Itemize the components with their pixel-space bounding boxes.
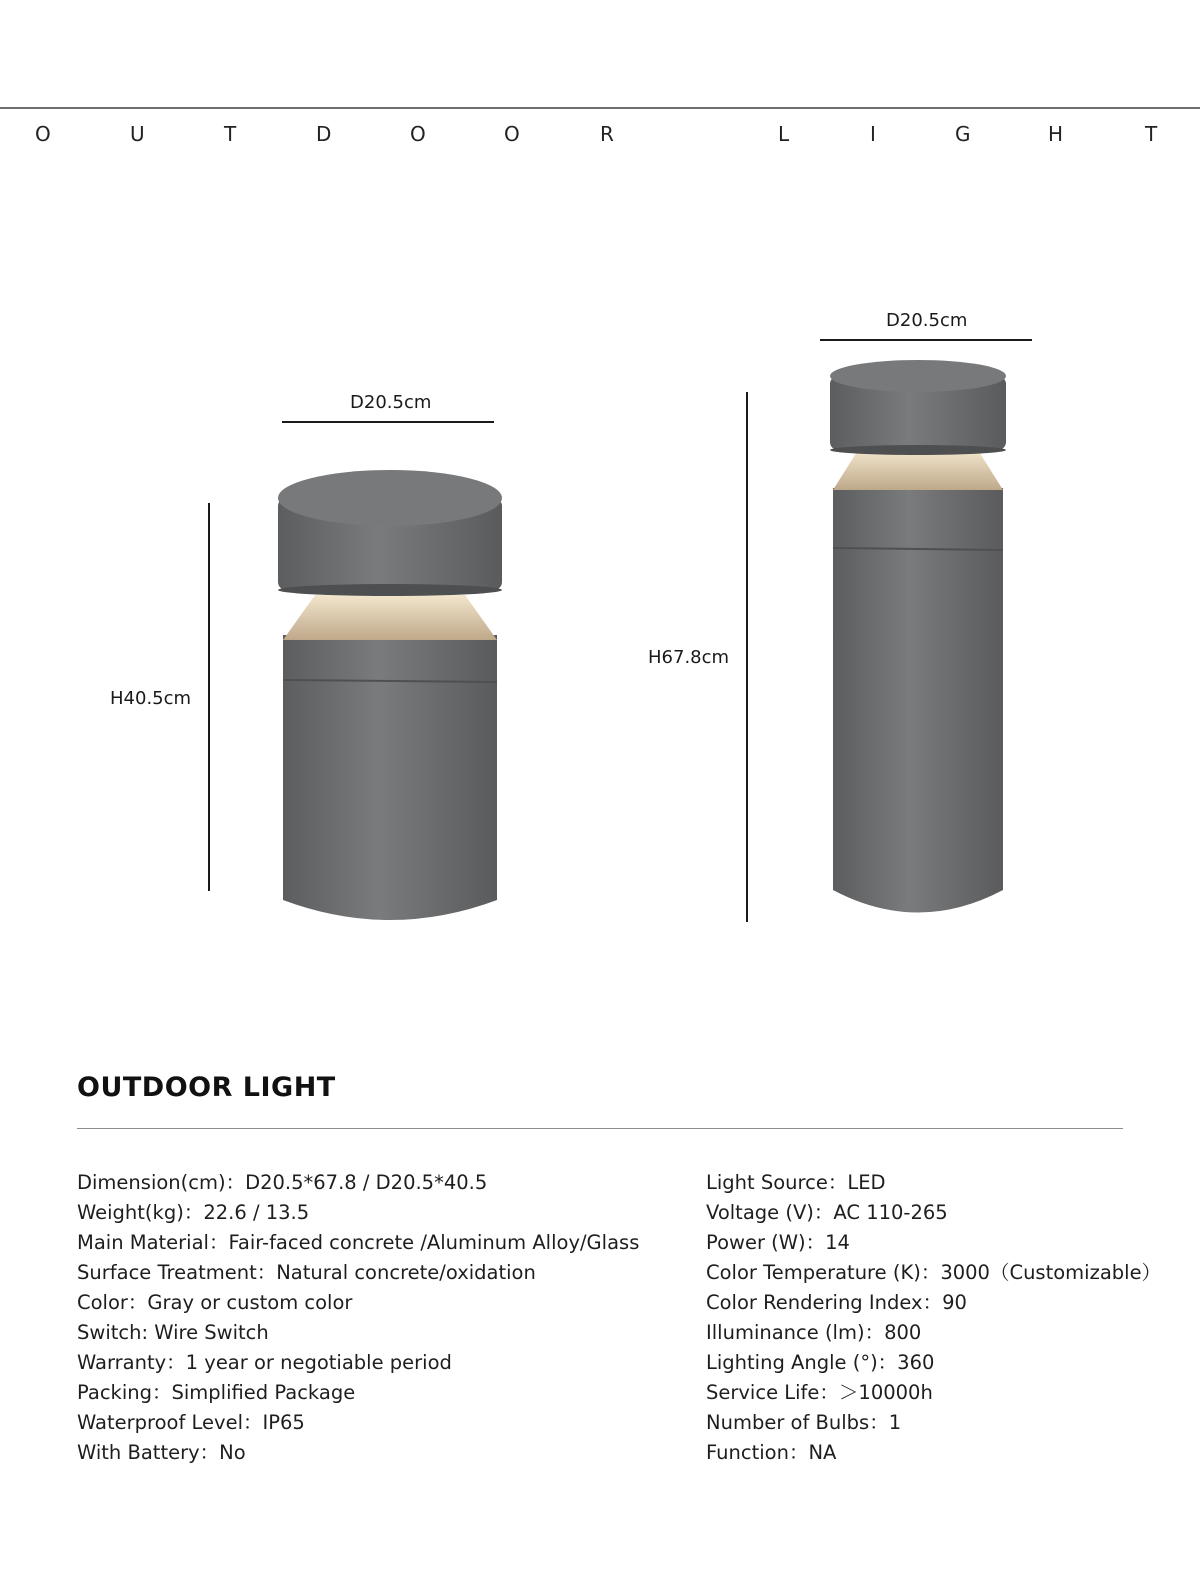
banner-letter: U: [130, 122, 145, 146]
short-lamp-diameter-line: [282, 421, 494, 423]
section-divider: [77, 1128, 1123, 1129]
banner-letter: G: [955, 122, 971, 146]
banner-letter: O: [410, 122, 426, 146]
spec-function: Function：NA: [706, 1441, 837, 1464]
tall-bollard-lamp-image: [828, 360, 1008, 940]
spec-voltage: Voltage (V)：AC 110-265: [706, 1201, 948, 1224]
tall-lamp-diameter-line: [820, 339, 1032, 341]
spec-main-material: Main Material：Fair-faced concrete /Aluminum Alloy/Glass: [77, 1231, 640, 1254]
spec-power: Power (W)：14: [706, 1231, 850, 1254]
spec-illuminance: Illuminance (lm)：800: [706, 1321, 922, 1344]
specs-right-column: [706, 1168, 1161, 1468]
tall-lamp-diameter-label: D20.5cm: [886, 310, 968, 331]
top-divider: [0, 107, 1200, 109]
spec-with-battery: With Battery：No: [77, 1441, 246, 1464]
banner-letter: O: [504, 122, 520, 146]
spec-packing: Packing：Simplified Package: [77, 1381, 356, 1404]
banner-letter: O: [35, 122, 51, 146]
spec-surface-treatment: Surface Treatment：Natural concrete/oxidation: [77, 1261, 536, 1284]
spec-switch: Switch: Wire Switch: [77, 1321, 269, 1344]
banner-letter: R: [600, 122, 614, 146]
banner-letter: L: [778, 122, 790, 146]
spec-weight: Weight(kg)：22.6 / 13.5: [77, 1201, 310, 1224]
spec-number-of-bulbs: Number of Bulbs：1: [706, 1411, 902, 1434]
spec-dimension: Dimension(cm)：D20.5*67.8 / D20.5*40.5: [77, 1171, 488, 1194]
tall-lamp-height-line: [746, 392, 748, 922]
short-lamp-height-line: [208, 503, 210, 891]
spec-light-source: Light Source：LED: [706, 1171, 886, 1194]
spec-color-rendering-index: Color Rendering Index：90: [706, 1291, 967, 1314]
spec-color: Color：Gray or custom color: [77, 1291, 353, 1314]
banner-letter: D: [316, 122, 332, 146]
spec-lighting-angle: Lighting Angle (°)：360: [706, 1351, 935, 1374]
spec-waterproof-level: Waterproof Level：IP65: [77, 1411, 305, 1434]
spec-warranty: Warranty：1 year or negotiable period: [77, 1351, 452, 1374]
banner-letter: H: [1048, 122, 1064, 146]
banner-letter: T: [1145, 122, 1158, 146]
specs-left-column: [77, 1168, 639, 1468]
spec-color-temperature: Color Temperature (K)：3000（Customizable）: [706, 1261, 1162, 1284]
short-lamp-height-label: H40.5cm: [110, 688, 192, 709]
short-bollard-lamp-image: [270, 470, 510, 940]
spec-service-life: Service Life：＞10000h: [706, 1381, 933, 1404]
banner-outdoor-light: [0, 122, 1200, 150]
tall-lamp-height-label: H67.8cm: [648, 647, 730, 668]
section-title: OUTDOOR LIGHT: [77, 1072, 336, 1103]
short-lamp-diameter-label: D20.5cm: [350, 392, 432, 413]
banner-letter: I: [870, 122, 876, 146]
banner-letter: T: [224, 122, 237, 146]
